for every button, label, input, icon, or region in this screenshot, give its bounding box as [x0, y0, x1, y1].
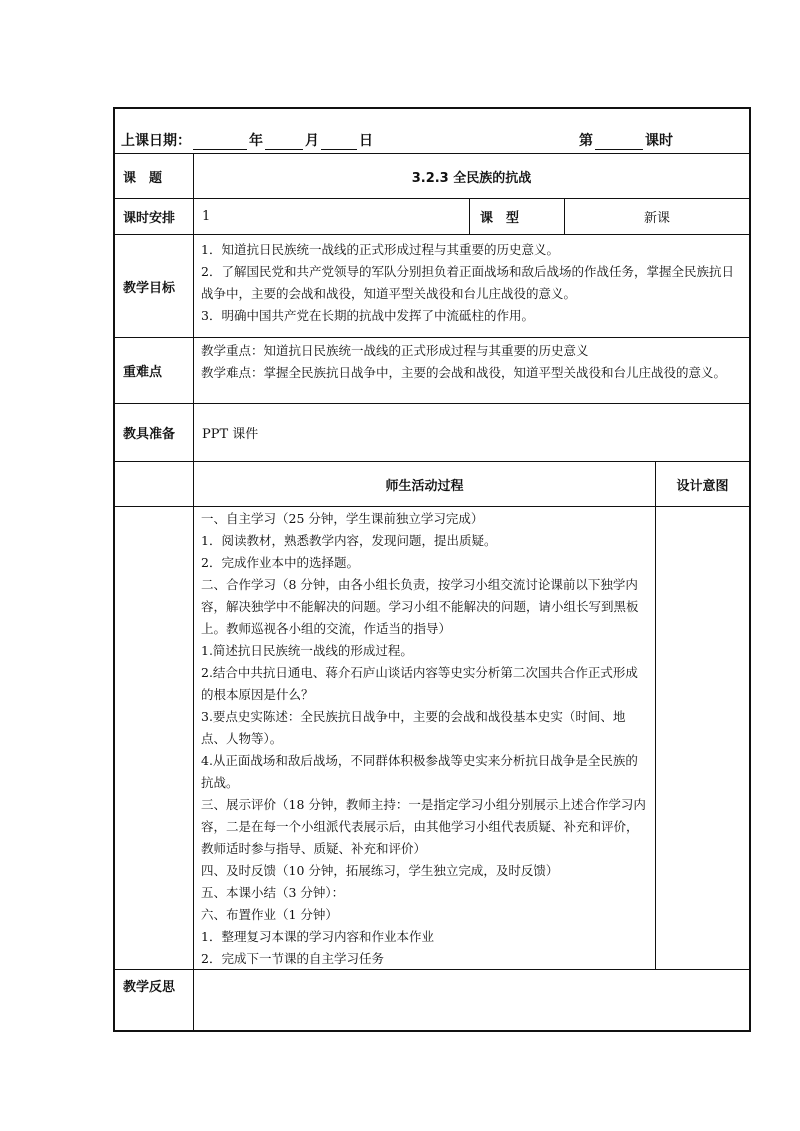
key-point-line: 教学难点：掌握全民族抗日战争中，主要的会战和战役，知道平型关战役和台儿庄战役的意义。 — [201, 365, 727, 380]
materials-label: 教具准备 — [115, 404, 194, 461]
process-line: 二、合作学习（8 分钟，由各小组长负责，按学习小组交流讨论课前以下独学内容，解决独学中不能解决的问题。学习小组不能解决的问题，请小组长写到黑板上。教师巡视各小组的交流，作适当的指导） — [201, 577, 639, 636]
process-line: 三、展示评价（18 分钟，教师主持：一是指定学习小组分别展示上述合作学习内容，二是在每一个小组派代表展示后，由其他学习小组代表质疑、补充和评价，教师适时参与指导、质疑、补充和评价） — [201, 797, 646, 856]
process-row — [115, 507, 749, 970]
process-header-row — [115, 462, 749, 507]
type-value: 新课 — [643, 211, 670, 226]
goals-row — [115, 235, 749, 338]
date-label: 上课日期： — [121, 133, 191, 149]
process-line: 五、本课小结（3 分钟）： — [201, 885, 345, 900]
month-blank[interactable] — [265, 135, 303, 150]
materials-row — [115, 404, 749, 462]
process-line: 六、布置作业（1 分钟） — [201, 907, 338, 922]
day-label: 日 — [359, 133, 373, 149]
design-column-header: 设计意图 — [676, 478, 729, 494]
goal-line: 1．知道抗日民族统一战线的正式形成过程与其重要的历史意义。 — [201, 242, 559, 257]
process-line: 4.从正面战场和敌后战场，不同群体积极参战等史实来分析抗日战争是全民族的抗战。 — [201, 753, 638, 790]
key-points-content — [194, 338, 749, 403]
schedule-row — [115, 199, 749, 235]
process-line: 2．完成作业本中的选择题。 — [201, 555, 359, 570]
day-blank[interactable] — [321, 135, 357, 150]
goal-line: 2．了解国民党和共产党领导的军队分别担负着正面战场和敌后战场的作战任务，掌握全民族抗日战争中，主要的会战和战役，知道平型关战役和台儿庄战役的意义。 — [201, 264, 734, 301]
activity-column-header: 师生活动过程 — [194, 462, 656, 506]
period-blank[interactable] — [595, 135, 643, 150]
process-line: 1．阅读教材，熟悉教学内容，发现问题，提出质疑。 — [201, 533, 497, 548]
reflection-content[interactable] — [194, 970, 749, 1030]
period-suffix: 课时 — [645, 133, 673, 149]
topic-value: 3.2.3 全民族的抗战 — [411, 170, 532, 186]
month-label: 月 — [305, 133, 319, 149]
key-points-row — [115, 338, 749, 404]
process-line: 1．整理复习本课的学习内容和作业本作业 — [201, 929, 434, 944]
process-line: 四、及时反馈（10 分钟，拓展练习，学生独立完成，及时反馈） — [201, 863, 559, 878]
process-line: 2．完成下一节课的自主学习任务 — [201, 951, 384, 966]
date-row — [115, 109, 749, 154]
year-label: 年 — [249, 133, 263, 149]
goal-line: 3．明确中国共产党在长期的抗战中发挥了中流砥柱的作用。 — [201, 308, 534, 323]
reflection-row — [115, 970, 749, 1030]
year-blank[interactable] — [193, 135, 247, 150]
type-label: 课 型 — [470, 199, 565, 234]
process-label-blank — [115, 507, 194, 969]
lesson-plan-table — [113, 107, 751, 1032]
topic-row — [115, 154, 749, 199]
key-point-line: 教学重点：知道抗日民族统一战线的正式形成过程与其重要的历史意义 — [201, 343, 589, 358]
process-line: 一、自主学习（25 分钟，学生课前独立学习完成） — [201, 511, 484, 526]
date-line — [121, 109, 749, 153]
design-intent-cell[interactable] — [656, 507, 749, 969]
schedule-value: 1 — [194, 199, 470, 234]
topic-label: 课 题 — [115, 154, 194, 198]
reflection-label: 教学反思 — [115, 970, 194, 1030]
key-points-label: 重难点 — [115, 338, 194, 403]
materials-value: PPT 课件 — [202, 427, 259, 442]
goals-label: 教学目标 — [115, 235, 194, 337]
process-header-blank — [115, 462, 194, 506]
schedule-label: 课时安排 — [115, 199, 194, 234]
process-line: 2.结合中共抗日通电、蒋介石庐山谈话内容等史实分析第二次国共合作正式形成的根本原因是什么？ — [201, 665, 638, 702]
period-prefix: 第 — [579, 133, 593, 149]
goals-content — [194, 235, 749, 337]
process-line: 3.要点史实陈述：全民族抗日战争中，主要的会战和战役基本史实（时间、地点、人物等）。 — [201, 709, 626, 746]
process-content — [194, 507, 656, 969]
process-line: 1.简述抗日民族统一战线的形成过程。 — [201, 643, 413, 658]
